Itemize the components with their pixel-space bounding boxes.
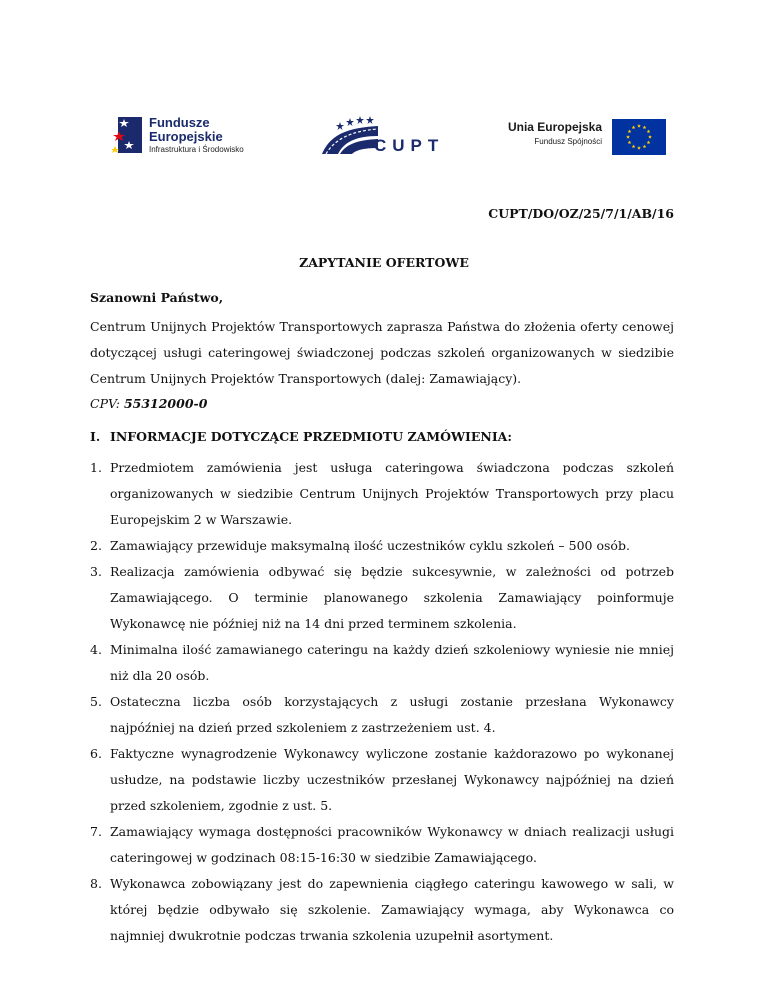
cpv-label: CPV: bbox=[90, 396, 124, 411]
item-number: 7. bbox=[90, 824, 102, 839]
item-number: 3. bbox=[90, 564, 102, 579]
item-number: 5. bbox=[90, 694, 102, 709]
fe-text bbox=[149, 116, 244, 156]
item-number: 8. bbox=[90, 876, 102, 891]
cpv-code: 55312000-0 bbox=[123, 396, 208, 411]
list-item bbox=[90, 689, 674, 741]
item-text: Zamawiający wymaga dostępności pracowników Wykonawcy w dniach realizacji usługi cateringowej w godzinach 08:15-16:30 w siedzibie Zamawiającego. bbox=[110, 824, 674, 865]
item-number: 2. bbox=[90, 538, 102, 553]
cupt-wordmark: CUPT bbox=[374, 136, 445, 155]
list-item bbox=[90, 741, 674, 819]
item-text: Minimalna ilość zamawianego cateringu na każdy dzień szkoleniowy wyniesie nie mniej niż dla 20 osób. bbox=[110, 642, 674, 683]
list-item bbox=[90, 819, 674, 871]
eu-flag-icon bbox=[612, 119, 666, 155]
item-text: Ostateczna liczba osób korzystających z usługi zostanie przesłana Wykonawcy najpóźniej na dzień przed szkoleniem z zastrzeżeniem ust. 4. bbox=[110, 694, 674, 735]
item-text: Przedmiotem zamówienia jest usługa cateringowa świadczona podczas szkoleń organizowanych w siedzibie Centrum Unijnych Projektów Transportowych przy placu Europejskim 2 w Warszawie. bbox=[110, 460, 674, 527]
requirements-list bbox=[90, 455, 674, 949]
list-item bbox=[90, 637, 674, 689]
cupt-road-icon bbox=[320, 114, 380, 156]
section-title: INFORMACJE DOTYCZĄCE PRZEDMIOTU ZAMÓWIENIA: bbox=[110, 429, 512, 444]
section-number: I. bbox=[90, 429, 101, 444]
document-title: ZAPYTANIE OFERTOWE bbox=[299, 255, 469, 270]
intro-paragraph: Centrum Unijnych Projektów Transportowych zaprasza Państwa do złożenia oferty cenowej dotyczącej usługi cateringowej świadczonej podczas szkoleń organizowanych w siedzibie Centrum Unijnych Projektów Transportowych (dalej: Zamawiający). bbox=[90, 319, 674, 386]
reference-number: CUPT/DO/OZ/25/7/1/AB/16 bbox=[488, 206, 674, 221]
item-text: Wykonawca zobowiązany jest do zapewnienia ciągłego cateringu kawowego w sali, w której będzie odbywało się szkolenie. Zamawiający wymaga, aby Wykonawca co najmniej dwukrotnie podczas trwania szkolenia uzupełnił asortyment. bbox=[110, 876, 674, 943]
item-number: 6. bbox=[90, 746, 102, 761]
list-item bbox=[90, 871, 674, 949]
fe-line3: Infrastruktura i Środowisko bbox=[149, 145, 244, 154]
item-text: Zamawiający przewiduje maksymalną ilość uczestników cyklu szkoleń – 500 osób. bbox=[110, 538, 630, 553]
list-item bbox=[90, 533, 674, 559]
fe-line2: Europejskie bbox=[149, 129, 223, 144]
fe-stars-icon bbox=[112, 113, 146, 157]
eu-subtitle: Fundusz Spójności bbox=[534, 137, 602, 146]
item-number: 4. bbox=[90, 642, 102, 657]
section-heading bbox=[90, 429, 512, 444]
cupt-logo bbox=[320, 114, 445, 156]
item-number: 1. bbox=[90, 460, 102, 475]
eu-title: Unia Europejska bbox=[507, 120, 602, 134]
salutation: Szanowni Państwo, bbox=[90, 290, 224, 305]
fe-line1: Fundusze bbox=[149, 115, 210, 130]
item-text: Faktyczne wynagrodzenie Wykonawcy wyliczone zostanie każdorazowo po wykonanej usłudze, na podstawie liczby uczestników przesłanej Wykonawcy najpóźniej na dzień przed szkoleniem, zgodnie z ust. 5. bbox=[110, 746, 674, 813]
fundusze-europejskie-logo bbox=[112, 113, 272, 159]
unia-europejska-logo bbox=[504, 118, 669, 158]
list-item bbox=[90, 455, 674, 533]
list-item bbox=[90, 559, 674, 637]
cpv-line bbox=[90, 396, 207, 411]
item-text: Realizacja zamówienia odbywać się będzie sukcesywnie, w zależności od potrzeb Zamawiającego. O terminie planowanego szkolenia Zamawiający poinformuje Wykonawcę nie później niż na 14 dni przed terminem szkolenia. bbox=[110, 564, 674, 631]
